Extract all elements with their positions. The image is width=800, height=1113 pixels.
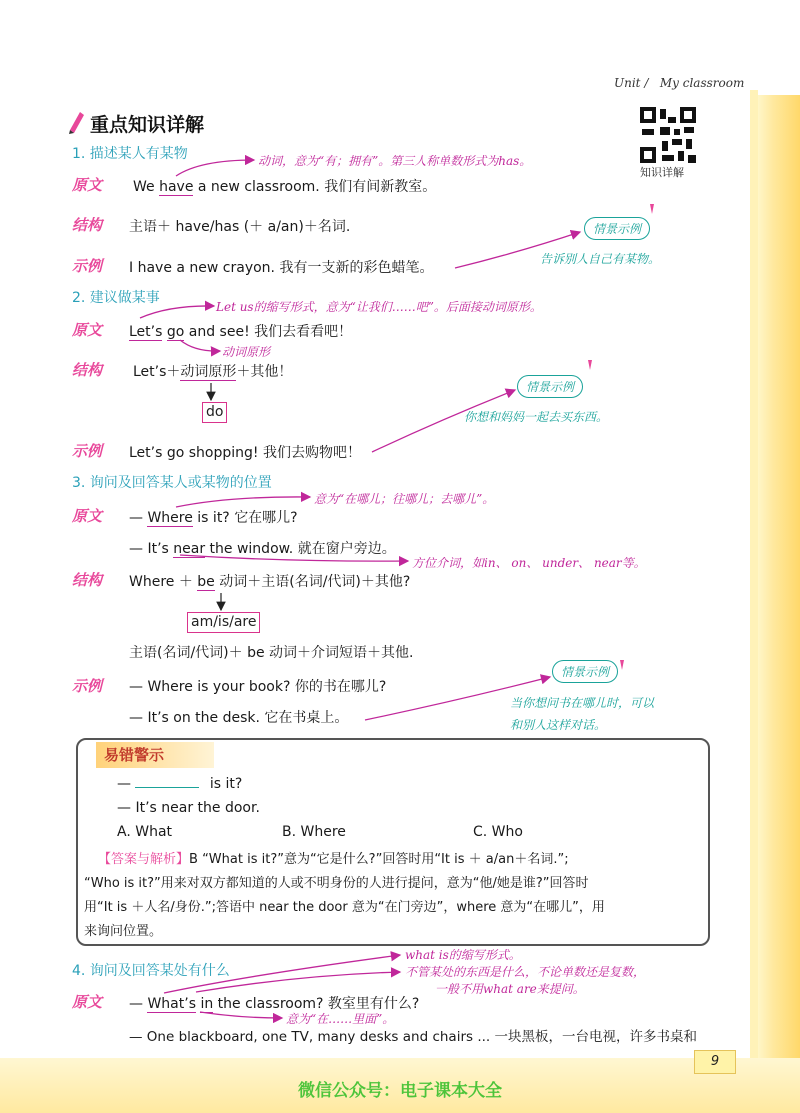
yuanwen-4b: — One blackboard, one TV, many desks and chairs ... 一块黑板，一台电视，许多书桌和 (129, 1029, 697, 1045)
label-shili: 示例 (72, 677, 103, 695)
jiegou-3b: 主语(名词/代词)＋ be 动词＋介词短语＋其他. (129, 645, 414, 661)
shili-1: I have a new crayon. 我有一支新的彩色蜡笔。 (129, 260, 434, 276)
yuanwen-2: Let’s go and see! 我们去看看吧！ (129, 324, 353, 340)
scene-bubble-2: 情景示例 (517, 375, 583, 398)
qr-code-icon[interactable] (640, 107, 696, 163)
label-jiegou: 结构 (72, 571, 103, 589)
shili-2: Let’s go shopping! 我们去购物吧！ (129, 445, 361, 461)
qr-label: 知识详解 (640, 166, 684, 179)
yuanwen-3a: — Where is it? 它在哪儿? (129, 510, 298, 526)
scene-bubble-1: 情景示例 (584, 217, 650, 240)
jiegou-1: 主语＋ have/has (＋ a/an)＋名词. (129, 219, 351, 235)
footer-watermark: 微信公众号：电子课本大全 (298, 1081, 502, 1101)
yuanwen-4a: — What’s in the classroom? 教室里有什么? (129, 996, 420, 1012)
note-whats-3: 一般不用what are来提问。 (435, 982, 585, 996)
label-yuanwen: 原文 (72, 321, 103, 339)
box-am-is-are: am/is/are (187, 612, 260, 633)
note-verb: 动词原形 (222, 345, 271, 359)
shili-3a: — Where is your book? 你的书在哪儿? (129, 679, 387, 695)
pencil-icon (66, 110, 86, 134)
warning-title: 易错警示 (96, 742, 214, 768)
label-yuanwen: 原文 (72, 176, 103, 194)
scene-note-1: 告诉别人自己有某物。 (540, 252, 661, 266)
label-yuanwen: 原文 (72, 993, 103, 1011)
option-c: C. Who (473, 824, 523, 840)
note-whats-2: 不管某处的东西是什么，不论单数还是复数， (405, 965, 646, 979)
page-edge-yellow (758, 95, 800, 1113)
scene-bubble-3: 情景示例 (552, 660, 618, 683)
note-prep: 方位介词，如in、 on、 under、 near等。 (412, 556, 646, 570)
heading-3: 3. 询问及回答某人或某物的位置 (72, 475, 272, 491)
jiegou-3a: Where ＋ be 动词＋主语(名词/代词)＋其他? (129, 574, 411, 590)
option-a: A. What (117, 824, 173, 840)
note-in: 意为“在……里面”。 (286, 1012, 395, 1026)
unit-label: Unit / My classroom (614, 76, 745, 90)
page-edge-stripe (750, 90, 758, 1113)
scene-note-2: 你想和妈妈一起去买东西。 (464, 410, 609, 424)
answer-line-4: 来询问位置。 (84, 924, 163, 939)
heading-4: 4. 询问及回答某处有什么 (72, 963, 230, 979)
yuanwen-1: We have a new classroom. 我们有间新教室。 (133, 179, 437, 195)
answer-line-2: “Who is it?”用来对双方都知道的人或不明身份的人进行提问，意为“他/她是谁?”回答时 (84, 876, 589, 891)
note-whats-1: what is的缩写形式。 (405, 948, 521, 962)
label-shili: 示例 (72, 442, 103, 460)
label-shili: 示例 (72, 257, 103, 275)
heading-2: 2. 建议做某事 (72, 290, 160, 306)
note-where: 意为“在哪儿；往哪儿；去哪儿”。 (314, 492, 495, 506)
yuanwen-3b: — It’s near the window. 就在窗户旁边。 (129, 541, 396, 557)
heading-1: 1. 描述某人有某物 (72, 146, 188, 162)
warn-q2: — It’s near the door. (117, 800, 260, 816)
scene-note-3a: 当你想问书在哪儿时，可以 (510, 696, 655, 710)
answer-blank[interactable] (135, 787, 199, 788)
section-title: 重点知识详解 (90, 114, 205, 136)
answer-line-3: 用“It is ＋人名/身份.”;答语中 near the door 意为“在门旁边”，where 意为“在哪儿”，用 (84, 900, 605, 915)
label-yuanwen: 原文 (72, 507, 103, 525)
box-do: do (202, 402, 227, 423)
answer-line-1: 【答案与解析】B “What is it?”意为“它是什么?”回答时用“It is ＋ a/an＋名词.”; (98, 852, 569, 867)
warn-q1: — is it? (117, 776, 243, 792)
option-b: B. Where (282, 824, 346, 840)
label-jiegou: 结构 (72, 361, 103, 379)
scene-note-3b: 和别人这样对话。 (510, 718, 607, 732)
note-have: 动词，意为“有；拥有”。第三人称单数形式为has。 (258, 154, 532, 168)
jiegou-2: Let’s＋动词原形＋其他！ (133, 364, 293, 380)
label-jiegou: 结构 (72, 216, 103, 234)
shili-3b: — It’s on the desk. 它在书桌上。 (129, 710, 349, 726)
page-number: 9 (694, 1050, 736, 1074)
note-lets: Let us的缩写形式，意为“让我们……吧”。后面接动词原形。 (216, 300, 542, 314)
